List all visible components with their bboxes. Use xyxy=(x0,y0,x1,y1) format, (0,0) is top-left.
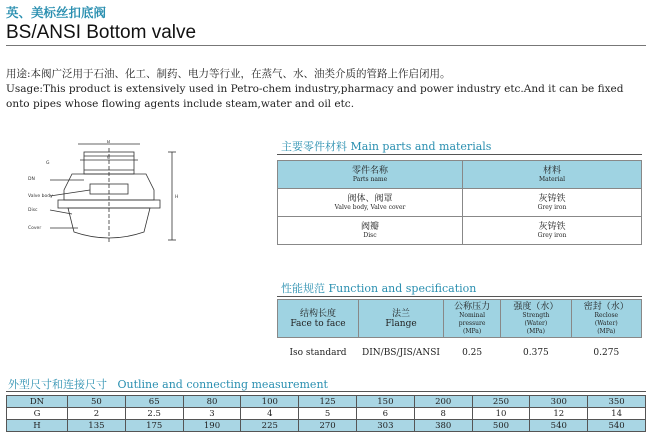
dims-heading-rule xyxy=(6,391,646,392)
title-en: BS/ANSI Bottom valve xyxy=(6,22,197,43)
dims-cell: 100 xyxy=(241,396,299,408)
dims-cell: 2 xyxy=(68,408,126,420)
dims-label: H xyxy=(7,420,68,432)
dim-b-label: B xyxy=(107,140,111,145)
dims-cell: 6 xyxy=(356,408,414,420)
dims-cell: 150 xyxy=(356,396,414,408)
function-table xyxy=(277,299,642,368)
func-col-reclose: 密封（水） Reclose (Water) (MPa) xyxy=(571,300,641,338)
dim-h-label: H xyxy=(175,195,179,200)
func-pressure-cell: 0.25 xyxy=(462,347,483,358)
valve-body-label: Valve body xyxy=(28,194,53,199)
dims-cell: 350 xyxy=(588,396,646,408)
func-col-face: 结构长度 Face to face xyxy=(278,300,359,338)
parts-col-name: 零件名称 Parts name xyxy=(278,161,463,189)
dims-cell: 10 xyxy=(472,408,530,420)
disc-label: Disc xyxy=(28,208,38,213)
func-face-cell: Iso standard xyxy=(289,347,347,358)
func-col-pressure: 公称压力 Nominal pressure (MPa) xyxy=(444,300,501,338)
func-row xyxy=(278,338,642,368)
parts-row xyxy=(278,189,642,217)
dims-cell: 80 xyxy=(183,396,241,408)
dims-cell: 5 xyxy=(299,408,357,420)
dim-c-label: C xyxy=(107,156,111,161)
parts-name-cell: 阀体、阀罩 Valve body, Valve cover xyxy=(278,189,463,217)
dims-cell: 4 xyxy=(241,408,299,420)
func-col-strength: 强度（水） Strength (Water) (MPa) xyxy=(501,300,571,338)
dims-cell: 65 xyxy=(125,396,183,408)
parts-material-cell: 灰铸铁 Grey iron xyxy=(463,217,642,245)
dims-cell: 250 xyxy=(472,396,530,408)
usage-cn: 用途:本阀广泛用于石油、化工、制药、电力等行业，在蒸气、水、油类介质的管路上作启闭用。 xyxy=(6,68,451,80)
parts-row xyxy=(278,217,642,245)
dims-cell: 135 xyxy=(68,420,126,432)
dims-cell: 380 xyxy=(414,420,472,432)
dims-cell: 3 xyxy=(183,408,241,420)
dims-cell: 303 xyxy=(356,420,414,432)
dims-cell: 225 xyxy=(241,420,299,432)
func-reclose-cell: 0.275 xyxy=(593,347,620,358)
dims-cell: 540 xyxy=(530,420,588,432)
parts-heading: 主要零件材料 Main parts and materials xyxy=(281,140,492,153)
dims-cell: 270 xyxy=(299,420,357,432)
dims-cell: 2.5 xyxy=(125,408,183,420)
func-strength-cell: 0.375 xyxy=(523,347,549,358)
func-heading-rule xyxy=(277,296,642,297)
parts-heading-rule xyxy=(277,154,642,155)
title-cn: 英、美标丝扣底阀 xyxy=(6,5,107,20)
parts-table xyxy=(277,160,642,245)
dims-row-h xyxy=(7,420,646,432)
parts-col-material: 材料 Material xyxy=(463,161,642,189)
parts-name-cell: 阀瓣 Disc xyxy=(278,217,463,245)
dims-heading: 外型尺寸和连接尺寸 Outline and connecting measurement xyxy=(8,378,328,391)
dims-cell: 175 xyxy=(125,420,183,432)
dims-label: G xyxy=(7,408,68,420)
valve-drawing xyxy=(22,140,192,255)
func-flange-cell: DIN/BS/JIS/ANSI xyxy=(362,347,440,358)
dim-g-label: G xyxy=(46,161,50,166)
dims-label: DN xyxy=(7,396,68,408)
dim-dn-label: DN xyxy=(28,177,35,182)
func-heading: 性能规范 Function and specification xyxy=(281,282,477,295)
usage-en: Usage:This product is extensively used in Petro-chem industry,pharmacy and power industry etc.And it can be fixed onto pipes whose flowing agents include steam,water and oil etc. xyxy=(6,83,624,110)
dims-cell: 200 xyxy=(414,396,472,408)
dims-row-dn xyxy=(7,396,646,408)
dims-cell: 125 xyxy=(299,396,357,408)
dims-cell: 50 xyxy=(68,396,126,408)
parts-material-cell: 灰铸铁 Grey iron xyxy=(463,189,642,217)
title-underline xyxy=(6,45,646,46)
dims-cell: 540 xyxy=(588,420,646,432)
func-col-flange: 法兰 Flange xyxy=(359,300,444,338)
dims-cell: 14 xyxy=(588,408,646,420)
cover-label: Cover xyxy=(28,226,42,231)
dims-cell: 300 xyxy=(530,396,588,408)
dims-cell: 500 xyxy=(472,420,530,432)
dims-cell: 190 xyxy=(183,420,241,432)
dims-cell: 8 xyxy=(414,408,472,420)
dims-row-g xyxy=(7,408,646,420)
dims-cell: 12 xyxy=(530,408,588,420)
dimensions-table xyxy=(6,395,646,432)
